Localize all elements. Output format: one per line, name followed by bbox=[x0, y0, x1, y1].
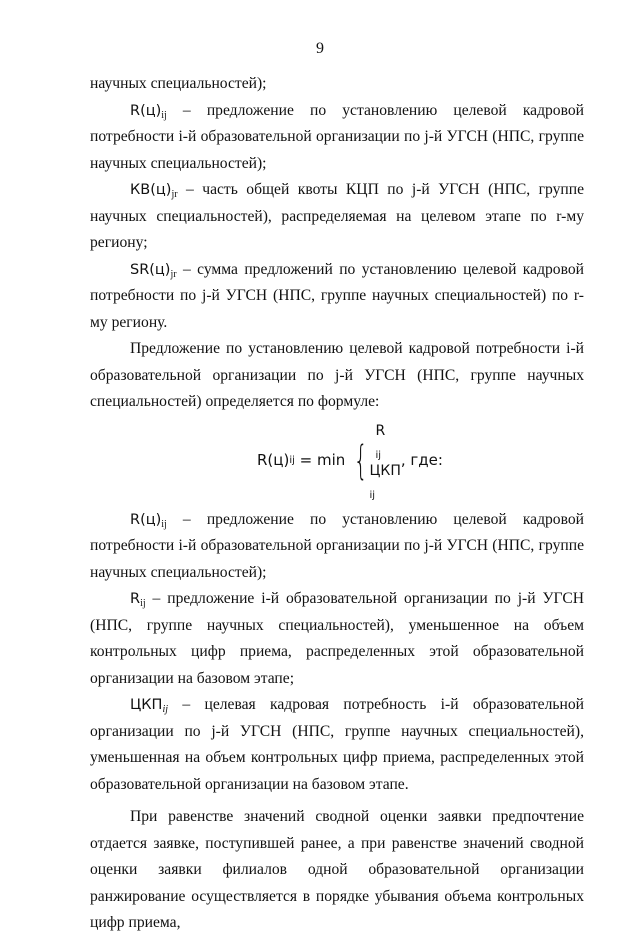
symbol-subscript: jr bbox=[171, 189, 178, 200]
formula-block bbox=[90, 422, 584, 501]
definition-text: – предложение i-й образовательной организации по j-й УГСН (НПС, группе научных специальностей), уменьшенное на объем контрольных цифр приема, распределенных этой образовательной организации на базовом этапе; bbox=[90, 590, 584, 687]
paragraph-kv-definition bbox=[90, 177, 584, 257]
symbol-r-ts: R(ц) bbox=[130, 102, 162, 119]
formula-case-bottom: ЦКП $_{ij}$ bbox=[369, 462, 401, 501]
formula: R(ц) ij = min { R $_{ij}$ ЦКП $_{ij}$ , где: bbox=[257, 422, 443, 501]
definition-text: – часть общей квоты КЦП по j-й УГСН (НПС, группе научных специальностей), распределяемая на целевом этапе по r-му региону; bbox=[90, 181, 584, 251]
symbol-sr: SR(ц) bbox=[130, 261, 171, 278]
paragraph-sr-definition bbox=[90, 257, 584, 337]
formula-case-top: R $_{ij}$ bbox=[375, 422, 386, 461]
symbol-subscript: ij bbox=[140, 598, 146, 609]
paragraph-r-ts-definition bbox=[90, 98, 584, 178]
symbol-kv: КВ(ц) bbox=[130, 182, 172, 198]
symbol-subscript: ij bbox=[162, 704, 169, 715]
symbol-rij: R bbox=[130, 591, 141, 607]
left-brace-icon: { bbox=[353, 437, 368, 484]
paragraph-rij-definition bbox=[90, 586, 584, 692]
definition-text: – сумма предложений по установлению целевой кадровой потребности по j-й УГСН (НПС, группе научных специальностей) по r-му региону. bbox=[90, 260, 584, 331]
formula-equals-min: = min bbox=[294, 451, 351, 470]
symbol-subscript: jr bbox=[170, 268, 177, 280]
document-body bbox=[90, 71, 584, 937]
definition-text: – предложение по установлению целевой кадровой потребности i-й образовательной организации по j-й УГСН (НПС, группе научных специальностей); bbox=[90, 101, 584, 172]
paragraph-formula-intro: Предложение по установлению целевой кадровой потребности i-й образовательной организации по j-й УГСН (НПС, группе научных специальностей) определяется по формуле: bbox=[90, 340, 584, 410]
formula-suffix: , где: bbox=[400, 451, 443, 470]
formula-lhs: R(ц) bbox=[257, 451, 290, 470]
paragraph-r-ts-definition-2 bbox=[90, 507, 584, 587]
paragraph-continuation: научных специальностей); bbox=[90, 75, 267, 92]
paragraph-ranking-rule: При равенстве значений сводной оценки заявки предпочтение отдается заявке, поступившей ранее, а при равенстве значений сводной оценки заявки филиалов одной образовательной организации ранжирование осуществляется в порядке убывания объема контрольных цифр приема, bbox=[90, 808, 584, 931]
symbol-subscript: ij bbox=[161, 518, 167, 530]
definition-text: – целевая кадровая потребность i-й образовательной организации по j-й УГСН (НПС, группе научных специальностей), уменьшенная на объем контрольных цифр приема, распределенных этой образовательной организации на базовом этапе. bbox=[90, 696, 584, 793]
symbol-tskp: ЦКП bbox=[130, 697, 163, 713]
symbol-subscript: ij bbox=[161, 109, 167, 121]
paragraph-tskp-definition bbox=[90, 692, 584, 798]
definition-text: – предложение по установлению целевой кадровой потребности i-й образовательной организации по j-й УГСН (НПС, группе научных специальностей); bbox=[90, 510, 584, 581]
symbol-r-ts: R(ц) bbox=[130, 511, 162, 528]
formula-cases bbox=[370, 421, 401, 501]
page-number: 9 bbox=[316, 40, 324, 57]
